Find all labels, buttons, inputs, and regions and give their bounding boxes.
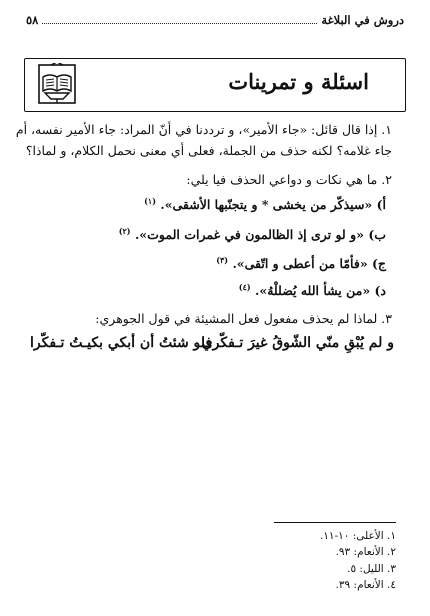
footnote-2: ٢. الأنعام: ٩٣.: [335, 546, 396, 559]
footnotes: [246, 528, 396, 593]
running-header: [26, 10, 404, 30]
item-text: «سيذكّر من يخشى * و يتجنّبها الأشقى».: [160, 197, 373, 213]
item-text: «من يشأ الله يُضللْهُ».: [255, 283, 371, 299]
question-2-item-a: [34, 195, 386, 215]
question-2-item-c: [34, 254, 386, 274]
question-1: [15, 120, 392, 164]
header-dot-leader: [42, 23, 317, 24]
question-3: [34, 309, 392, 331]
question-2: [34, 170, 392, 300]
footnote-1: ١. الأعلى: ١٠-١١.: [319, 530, 396, 542]
footnote-marker: (٤): [238, 282, 251, 292]
section-title-box: [24, 58, 406, 112]
question-3-intro: ٣. لماذا لم يحذف مفعول فعل المشيئة في قول الجوهري:: [95, 311, 392, 326]
page-number: ٥٨: [26, 13, 39, 27]
item-letter: ج): [372, 256, 386, 272]
footnote-marker: (١): [144, 196, 156, 206]
question-2-item-d: [34, 281, 386, 301]
poem-second-hemistich: فلو شئتُ أن أبكي بكيـتُ تـفكّرا: [30, 335, 213, 351]
poem-verse: [30, 335, 394, 359]
item-letter: أ): [376, 197, 386, 213]
section-title: اسئلة و تمرينات: [228, 69, 369, 94]
footnote-marker: (٣): [216, 255, 229, 265]
footnote-4: ٤. الأنعام: ٣٩.: [335, 578, 396, 591]
item-letter: ب): [368, 227, 386, 243]
question-1-line-2: جاء غلامه؟ لكنه حذف من الجملة، فعلى أي معنى نحمل الكلام، و لماذا؟: [25, 143, 392, 158]
question-2-item-b: [34, 225, 386, 245]
poem-first-hemistich: و لم يُبْقِ منّي الشّوقُ غيرَ تـفكّري: [201, 335, 394, 351]
item-letter: د): [374, 283, 386, 299]
footnote-separator: [274, 522, 396, 523]
question-2-intro: ٢. ما هي نكات و دواعي الحذف فيا يلي:: [186, 172, 392, 187]
footnote-marker: (٢): [118, 226, 131, 236]
footnote-3: ٣. الليل: ٥.: [347, 562, 396, 575]
book-title: دروش في البلاغة: [321, 13, 404, 27]
item-text: «و لو ترى إذ الظالمون في غمرات الموت».: [134, 227, 364, 243]
item-text: «فأمّا من أعطى و اتّقى».: [232, 256, 368, 272]
question-1-line-1: ١. إذا قال قائل: «جاء الأمير»، و ترددنا في أنّ المراد: جاء الأمير نفسه، أم: [15, 122, 392, 137]
reading-stand-book-icon: [33, 63, 81, 107]
